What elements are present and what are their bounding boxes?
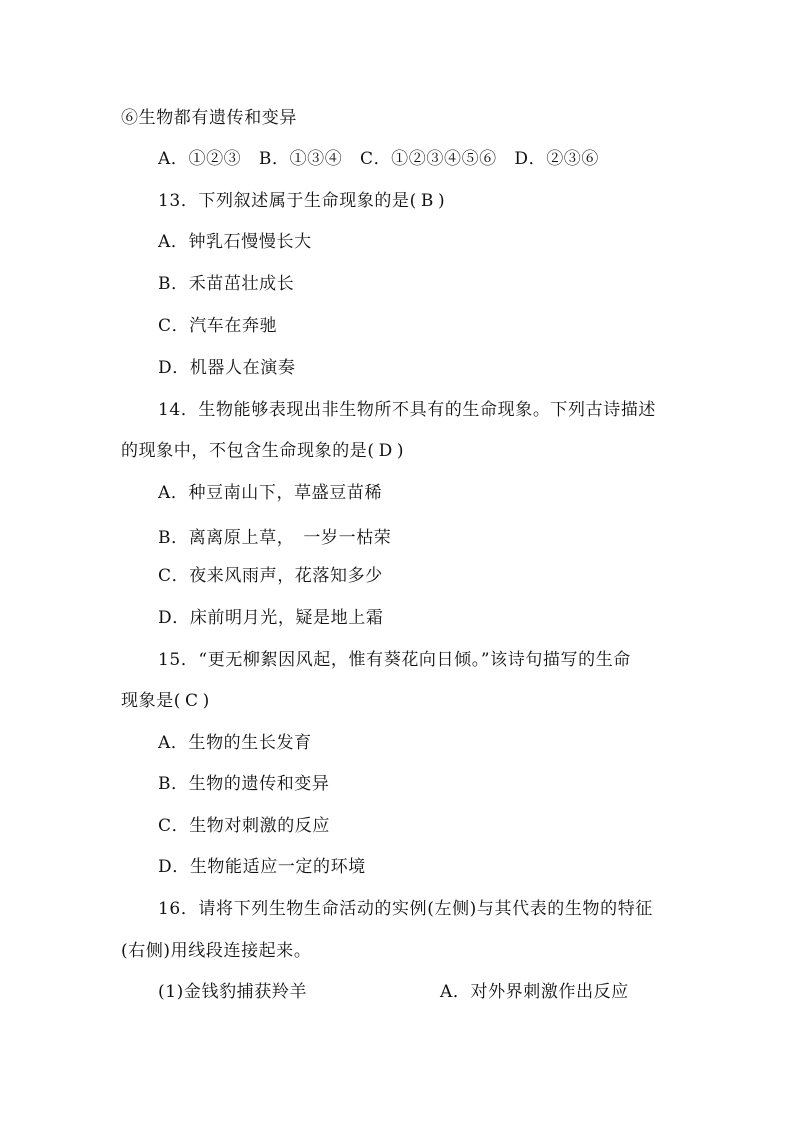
q16-right-item-a: A．对外界刺激作出反应 <box>440 982 629 1002</box>
q13-option-a: A．钟乳石慢慢长大 <box>158 232 312 252</box>
q13-option-d: D．机器人在演奏 <box>158 358 296 378</box>
q15-stem-line1: 15．“更无柳絮因风起，惟有葵花向日倾。”该诗句描写的生命 <box>158 650 631 670</box>
q15-close: ) <box>202 691 210 711</box>
q14-option-b: B．离离原上草， 一岁一枯荣 <box>158 528 392 548</box>
q14-answer: D <box>378 441 393 461</box>
q14-option-d: D．床前明月光，疑是地上霜 <box>158 608 384 628</box>
q13-stem-text: 13．下列叙述属于生命现象的是( <box>158 191 417 211</box>
q13-answer: B <box>420 191 434 211</box>
q16-stem-line1: 16．请将下列生物生命活动的实例(左侧)与其代表的生物的特征 <box>158 899 653 919</box>
q15-option-b: B．生物的遗传和变异 <box>158 774 330 794</box>
q14-close: ) <box>396 441 405 461</box>
q16-left-item-1: (1)金钱豹捕获羚羊 <box>158 982 308 1002</box>
q15-option-d: D．生物能适应一定的环境 <box>158 857 366 877</box>
q14-stem-text: 的现象中，不包含生命现象的是( <box>121 441 375 461</box>
q15-option-a: A．生物的生长发育 <box>158 733 312 753</box>
q15-stem-text: 现象是( <box>121 691 182 711</box>
q14-stem-line2 <box>121 440 404 462</box>
q15-answer: C <box>185 691 199 711</box>
q13-close: ) <box>437 191 446 211</box>
q16-stem-line2: (右侧)用线段连接起来。 <box>121 941 312 961</box>
q13-option-b: B．禾苗茁壮成长 <box>158 274 295 294</box>
statement-6: ⑥生物都有遗传和变异 <box>121 108 297 128</box>
q14-option-c: C．夜来风雨声，花落知多少 <box>158 566 383 586</box>
q14-stem-line1: 14．生物能够表现出非生物所不具有的生命现象。下列古诗描述 <box>158 400 657 420</box>
q15-stem-line2 <box>121 690 210 712</box>
q13-option-c: C．汽车在奔驰 <box>158 316 278 336</box>
q12-options: A．①②③ B．①③④ C．①②③④⑤⑥ D．②③⑥ <box>158 149 600 169</box>
q13-stem <box>158 190 445 212</box>
q15-option-c: C．生物对刺激的反应 <box>158 816 331 836</box>
q14-option-a: A．种豆南山下，草盛豆苗稀 <box>158 483 383 503</box>
